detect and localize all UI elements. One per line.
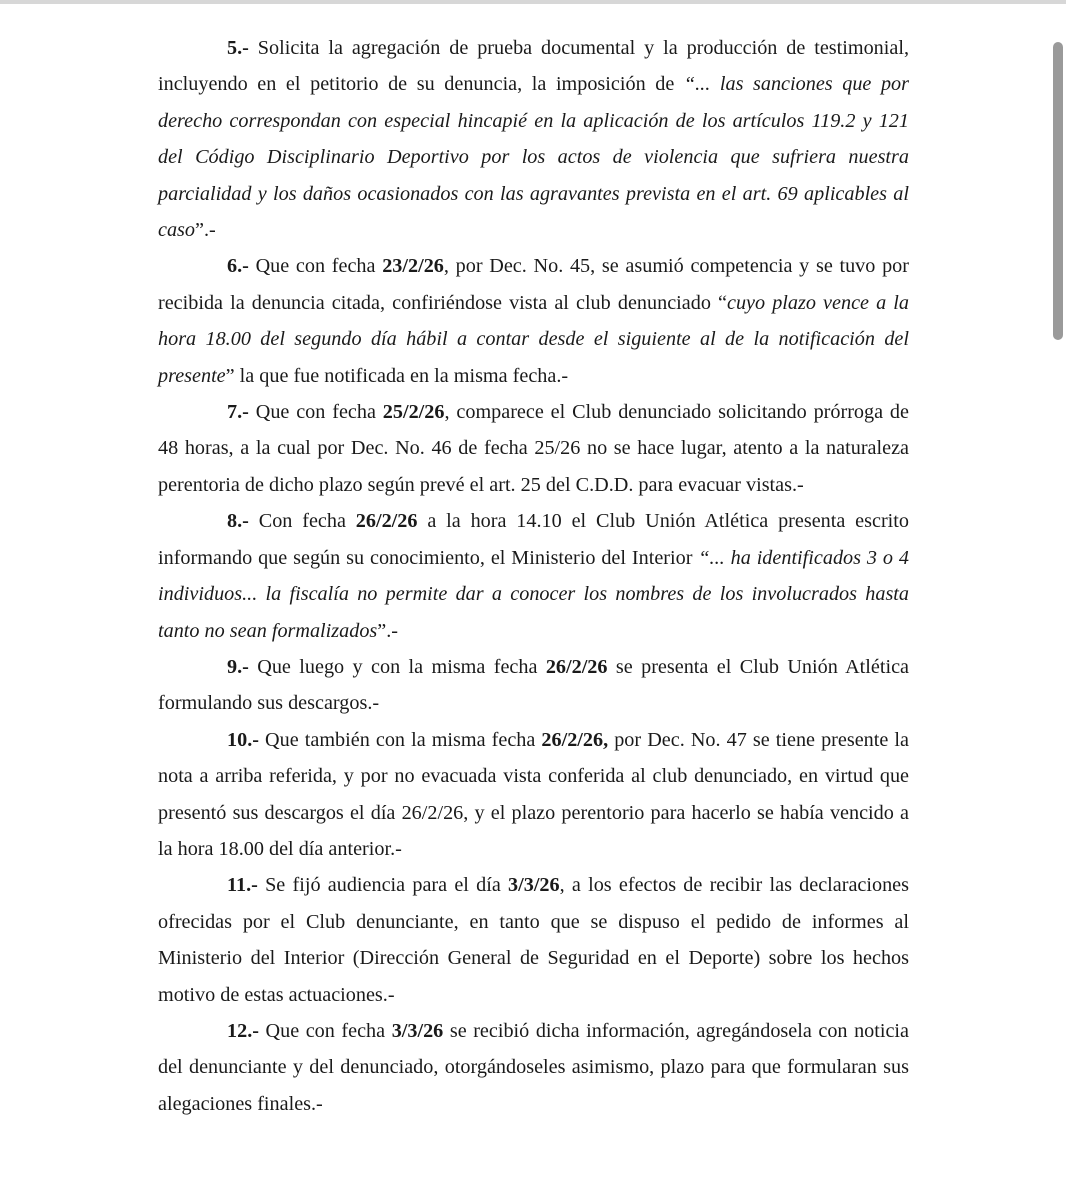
paragraph-number: 7.- [227,401,249,424]
paragraph-number: 8.- [227,510,249,533]
text-run: ” la que fue notificada en la misma fecha.- [225,364,569,387]
text-run: Que con fecha [248,401,383,424]
scrollbar-thumb[interactable] [1053,42,1063,340]
date-bold: 26/2/26 [545,655,608,678]
page-top-edge [0,0,1066,4]
document-body [158,30,909,1122]
text-run: Solicita la agregación de prueba documental y la producción de testimonial, incluyendo en el petitorio de su denuncia, la imposición de [158,37,909,96]
text-run: se presenta el Club Unión Atlética formulando sus descargos.- [158,655,909,715]
date-bold: 26/2/26, [541,728,609,751]
paragraph-9 [158,649,909,722]
paragraph-12 [158,1013,909,1122]
text-run: , por Dec. No. 45, se asumió competencia y se tuvo por recibida la denuncia citada, confiriéndose vista al club denunciado “ [158,255,909,314]
text-run: ”.- [377,619,399,642]
paragraph-10 [158,722,909,868]
text-run: Se fijó audiencia para el día [257,874,509,897]
text-run: Que luego y con la misma fecha [248,655,546,678]
paragraph-number: 11.- [227,874,258,897]
paragraph-number: 6.- [227,255,249,278]
text-run: Que con fecha [258,1019,392,1042]
paragraph-number: 5.- [227,37,249,59]
text-run: Con fecha [248,510,356,533]
paragraph-6 [158,248,909,394]
date-bold: 3/3/26 [508,874,560,897]
paragraph-7 [158,394,909,503]
text-run: Que también con la misma fecha [258,728,542,751]
paragraph-number: 12.- [227,1019,259,1042]
quoted-text: “... las sanciones que por derecho correspondan con especial hincapié en la aplicación de los artículos 119.2 y 121 del Código Disciplinario Deportivo por los actos de violencia que sufriera nuestra parcialidad y los daños ocasionados con las agravantes prevista en el art. 69 aplicables al caso [158,73,910,242]
quoted-text: “... ha identificados 3 o 4 individuos... la fiscalía no permite dar a conocer los nombres de los involucrados hasta tanto no sean formalizados [158,546,909,642]
paragraph-11 [158,867,909,1013]
date-bold: 25/2/26 [382,401,445,424]
paragraph-number: 9.- [227,655,249,678]
paragraph-8 [158,503,909,649]
text-run: se recibió dicha información, agregándosela con noticia del denunciante y del denunciado, otorgándoseles asimismo, plazo para que formularan sus alegaciones finales.- [158,1019,910,1115]
date-bold: 26/2/26 [355,510,418,533]
text-run: , a los efectos de recibir las declaraciones ofrecidas por el Club denunciante, en tanto que se dispuso el pedido de informes al Ministerio del Interior (Dirección General de Seguridad en el Deporte) sobre los hechos motivo de estas actuaciones.- [158,874,909,1006]
text-run: ”.- [195,219,216,242]
text-run: por Dec. No. 47 se tiene presente la nota a arriba referida, y por no evacuada vista conferida al club denunciado, en virtud que presentó sus descargos el día 26/2/26, y el plazo perentorio para hacerlo se había vencido a la hora 18.00 del día anterior.- [158,728,909,860]
text-run: Que con fecha [248,255,383,278]
date-bold: 3/3/26 [391,1019,444,1042]
quoted-text: cuyo plazo vence a la hora 18.00 del segundo día hábil a contar desde el siguiente al de la notificación del presente [158,291,909,387]
paragraph-number: 10.- [227,728,259,751]
date-bold: 23/2/26 [382,255,444,278]
paragraph-5 [158,30,909,248]
text-run: , comparece el Club denunciado solicitando prórroga de 48 horas, a la cual por Dec. No. 46 de fecha 25/26 no se hace lugar, atento a la naturaleza perentoria de dicho plazo según prevé el art. 25 del C.D.D. para evacuar vistas.- [158,401,909,496]
text-run: a la hora 14.10 el Club Unión Atlética presenta escrito informando que según su conocimiento, el Ministerio del Interior [158,510,909,569]
vertical-scrollbar[interactable] [1048,0,1066,1200]
